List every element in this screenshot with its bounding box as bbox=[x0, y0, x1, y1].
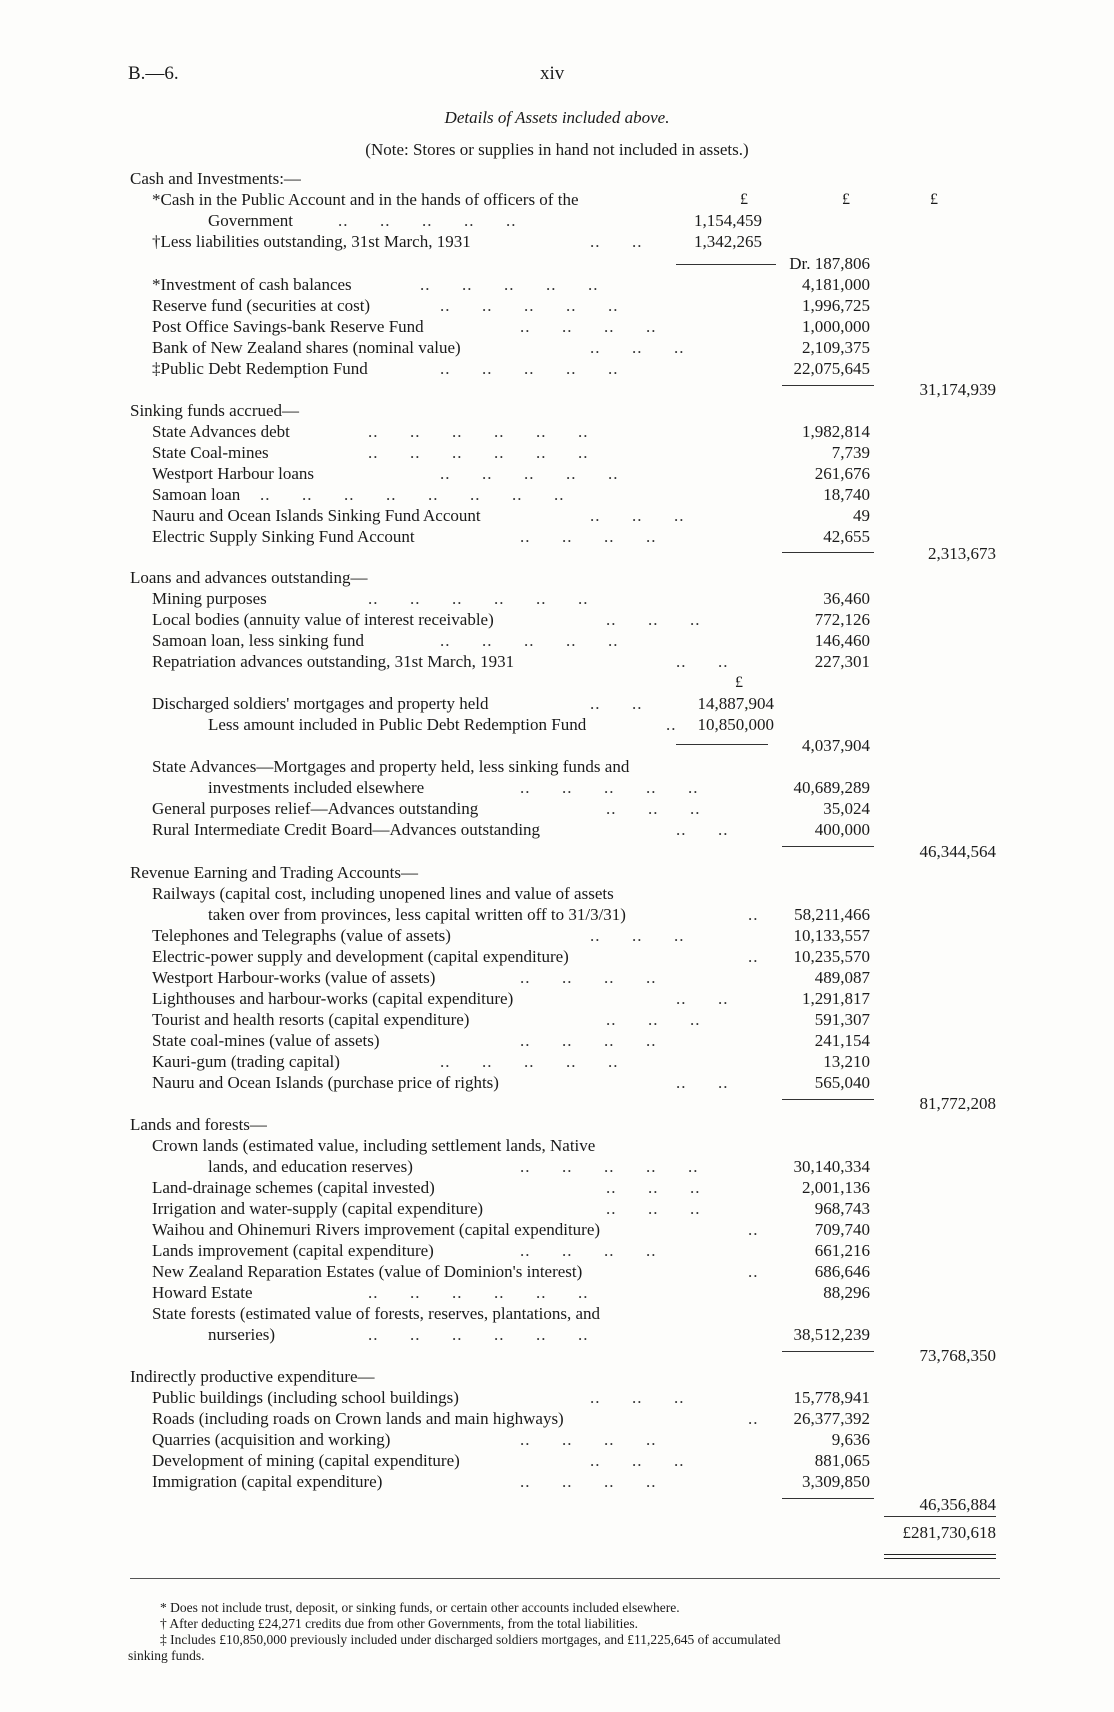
table-row: investments included elsewhere .. .. .. .. .. 40,689,289 bbox=[208, 778, 870, 797]
table-row: £ bbox=[735, 674, 743, 691]
table-row: Local bodies (annuity value of interest receivable) .. .. .. 772,126 bbox=[152, 610, 870, 629]
double-rule-top bbox=[884, 1554, 996, 1555]
footnote: † After deducting £24,271 credits due from other Governments, from the total liabilities. bbox=[160, 1616, 639, 1631]
table-row: Telephones and Telegraphs (value of assets) .. .. .. 10,133,557 bbox=[152, 926, 870, 945]
table-row: Rural Intermediate Credit Board—Advances outstanding .. .. 400,000 bbox=[152, 820, 870, 839]
section-heading: Lands and forests— bbox=[130, 1115, 267, 1134]
table-row: Bank of New Zealand shares (nominal value) .. .. .. 2,109,375 bbox=[152, 338, 870, 357]
footnote-rule bbox=[130, 1578, 1000, 1579]
table-row: Roads (including roads on Crown lands and main highways) .. 26,377,392 bbox=[152, 1409, 870, 1428]
table-row: Lands improvement (capital expenditure) .. .. .. .. 661,216 bbox=[152, 1241, 870, 1260]
table-row: Samoan loan .. .. .. .. .. .. .. .. 18,740 bbox=[152, 485, 870, 504]
page-number: xiv bbox=[540, 63, 565, 84]
section-total: 31,174,939 bbox=[919, 380, 996, 399]
table-row: Post Office Savings-bank Reserve Fund .. .. .. .. 1,000,000 bbox=[152, 317, 870, 336]
table-row: New Zealand Reparation Estates (value of Dominion's interest) .. 686,646 bbox=[152, 1262, 870, 1281]
table-row: ‡Public Debt Redemption Fund .. .. .. .. .. 22,075,645 bbox=[152, 359, 870, 378]
table-row: lands, and education reserves) .. .. .. .. .. 30,140,334 bbox=[208, 1157, 870, 1176]
table-row: Less amount included in Public Debt Redemption Fund .. 10,850,000 bbox=[208, 715, 774, 734]
table-row: Railways (capital cost, including unopened lines and value of assets bbox=[152, 884, 614, 903]
table-row: nurseries) .. .. .. .. .. .. 38,512,239 bbox=[208, 1325, 870, 1344]
page-note: (Note: Stores or supplies in hand not included in assets.) bbox=[365, 140, 749, 159]
table-row: Samoan loan, less sinking fund .. .. .. .. .. 146,460 bbox=[152, 631, 870, 650]
table-row: General purposes relief—Advances outstanding .. .. .. 35,024 bbox=[152, 799, 870, 818]
footnote: * Does not include trust, deposit, or sinking funds, or certain other accounts included elsewhere. bbox=[160, 1600, 680, 1615]
section-total: 2,313,673 bbox=[928, 544, 996, 563]
table-row: Kauri-gum (trading capital) .. .. .. .. .. 13,210 bbox=[152, 1052, 870, 1071]
document-reference: B.—6. bbox=[128, 63, 179, 84]
table-row: 4,037,904 bbox=[802, 736, 870, 755]
table-row: Lighthouses and harbour-works (capital expenditure) .. .. 1,291,817 bbox=[152, 989, 870, 1008]
table-row: Howard Estate .. .. .. .. .. .. 88,296 bbox=[152, 1283, 870, 1302]
double-rule-bottom bbox=[884, 1558, 996, 1559]
grand-total: £281,730,618 bbox=[902, 1523, 996, 1542]
table-row: Development of mining (capital expenditure) .. .. .. 881,065 bbox=[152, 1451, 870, 1470]
table-row: State coal-mines (value of assets) .. .. .. .. 241,154 bbox=[152, 1031, 870, 1050]
table-row: Westport Harbour-works (value of assets) .. .. .. .. 489,087 bbox=[152, 968, 870, 987]
section-heading: Indirectly productive expenditure— bbox=[130, 1367, 375, 1386]
footnote: sinking funds. bbox=[128, 1648, 205, 1663]
section-total: 46,344,564 bbox=[919, 842, 996, 861]
total-rule bbox=[884, 1516, 996, 1517]
table-row: Crown lands (estimated value, including settlement lands, Native bbox=[152, 1136, 596, 1155]
table-row: *Cash in the Public Account and in the hands of officers of the £ £ £ bbox=[152, 190, 938, 209]
table-row: Waihou and Ohinemuri Rivers improvement (capital expenditure) .. 709,740 bbox=[152, 1220, 870, 1239]
section-total: 73,768,350 bbox=[919, 1346, 996, 1365]
section-total: 46,356,884 bbox=[919, 1495, 996, 1514]
table-row: State Advances—Mortgages and property held, less sinking funds and bbox=[152, 757, 630, 776]
table-row: Government .. .. .. .. .. 1,154,459 bbox=[208, 211, 762, 230]
table-row: Public buildings (including school buildings) .. .. .. 15,778,941 bbox=[152, 1388, 870, 1407]
table-row: Immigration (capital expenditure) .. .. .. .. 3,309,850 bbox=[152, 1472, 870, 1491]
table-row: Quarries (acquisition and working) .. .. .. .. 9,636 bbox=[152, 1430, 870, 1449]
table-row: Electric-power supply and development (capital expenditure) .. 10,235,570 bbox=[152, 947, 870, 966]
table-row: Mining purposes .. .. .. .. .. .. 36,460 bbox=[152, 589, 870, 608]
table-row: Dr. 187,806 bbox=[789, 254, 870, 273]
table-row: Repatriation advances outstanding, 31st March, 1931 .. .. 227,301 bbox=[152, 652, 870, 671]
table-row: *Investment of cash balances .. .. .. .. .. 4,181,000 bbox=[152, 275, 870, 294]
footnote: ‡ Includes £10,850,000 previously included under discharged soldiers mortgages, and £11,225,645 of accumulated bbox=[160, 1632, 781, 1647]
table-row: Nauru and Ocean Islands Sinking Fund Account .. .. .. 49 bbox=[152, 506, 870, 525]
section-total: 81,772,208 bbox=[919, 1094, 996, 1113]
section-heading: Loans and advances outstanding— bbox=[130, 568, 368, 587]
section-heading: Sinking funds accrued— bbox=[130, 401, 300, 420]
section-heading: Revenue Earning and Trading Accounts— bbox=[130, 863, 419, 882]
table-row: State Coal-mines .. .. .. .. .. .. 7,739 bbox=[152, 443, 870, 462]
table-row: Electric Supply Sinking Fund Account .. .. .. .. 42,655 bbox=[152, 527, 870, 546]
section-heading: Cash and Investments:— bbox=[130, 169, 301, 188]
table-row: Irrigation and water-supply (capital expenditure) .. .. .. 968,743 bbox=[152, 1199, 870, 1218]
page-title: Details of Assets included above. bbox=[444, 108, 670, 127]
table-row: †Less liabilities outstanding, 31st March, 1931 .. .. 1,342,265 bbox=[152, 232, 762, 251]
table-row: Nauru and Ocean Islands (purchase price of rights) .. .. 565,040 bbox=[152, 1073, 870, 1092]
table-row: Land-drainage schemes (capital invested) .. .. .. 2,001,136 bbox=[152, 1178, 870, 1197]
table-row: Reserve fund (securities at cost) .. .. .. .. .. 1,996,725 bbox=[152, 296, 870, 315]
table-row: Tourist and health resorts (capital expenditure) .. .. .. 591,307 bbox=[152, 1010, 870, 1029]
table-row: Westport Harbour loans .. .. .. .. .. 261,676 bbox=[152, 464, 870, 483]
table-row: Discharged soldiers' mortgages and property held .. .. 14,887,904 bbox=[152, 694, 774, 713]
table-row: State Advances debt .. .. .. .. .. .. 1,982,814 bbox=[152, 422, 870, 441]
table-row: State forests (estimated value of forests, reserves, plantations, and bbox=[152, 1304, 601, 1323]
table-row: taken over from provinces, less capital written off to 31/3/31) .. 58,211,466 bbox=[208, 905, 870, 924]
